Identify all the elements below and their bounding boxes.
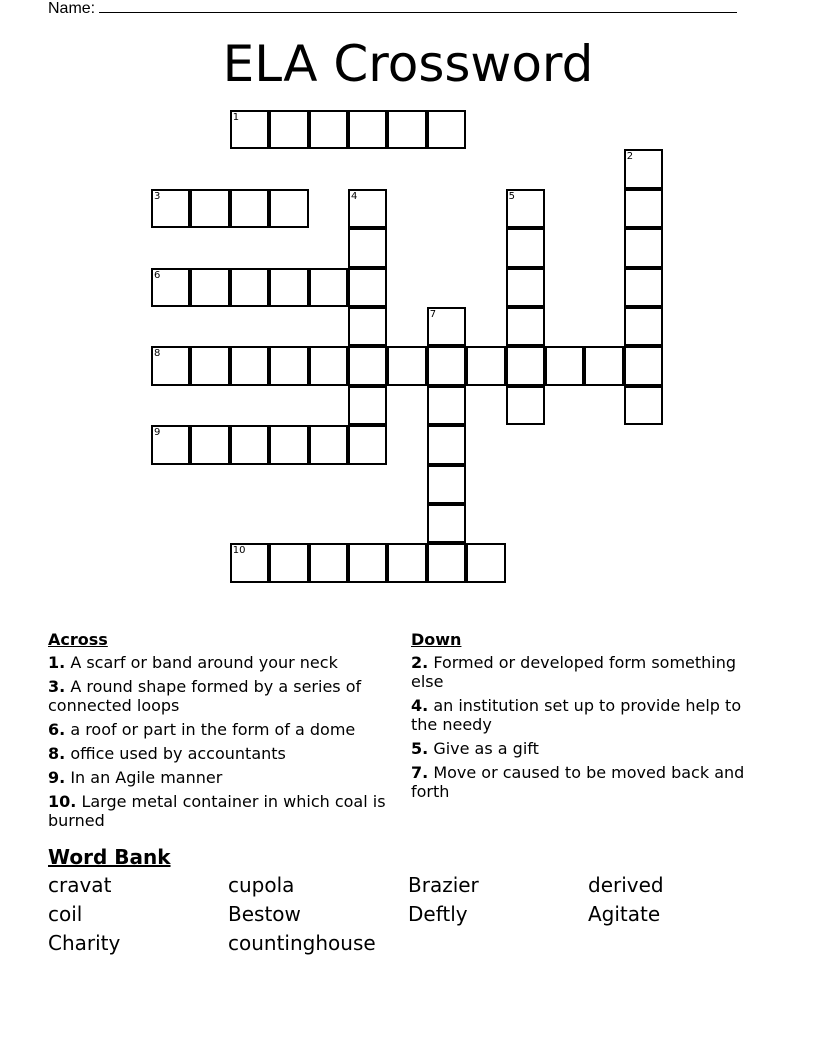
crossword-cell[interactable] (466, 346, 505, 385)
clue-number: 7 (429, 309, 437, 320)
crossword-cell[interactable] (506, 386, 545, 425)
crossword-cell[interactable] (269, 110, 308, 149)
crossword-cell[interactable] (506, 268, 545, 307)
crossword-cell[interactable] (190, 268, 229, 307)
crossword-cell[interactable] (151, 268, 190, 307)
word-bank-item: cupola (228, 873, 295, 897)
crossword-cell[interactable] (269, 425, 308, 464)
word-bank-item: Agitate (588, 902, 661, 926)
word-bank-heading: Word Bank (48, 845, 171, 869)
word-bank-item: coil (48, 902, 83, 926)
clue-number: 6 (154, 269, 161, 281)
crossword-cell[interactable] (348, 228, 387, 267)
crossword-cell[interactable] (387, 543, 426, 582)
down-clue: 5. Give as a gift (411, 739, 539, 758)
clue-number: 5 (508, 190, 515, 202)
crossword-cell[interactable] (348, 543, 387, 582)
crossword-cell[interactable] (309, 110, 348, 149)
across-clue: 10. Large metal container in which coal is burned (48, 792, 386, 830)
page-title: ELA Crossword (222, 35, 594, 93)
crossword-cell[interactable] (624, 149, 663, 188)
crossword-cell[interactable] (427, 346, 466, 385)
word-bank-item: cravat (48, 873, 112, 897)
crossword-cell[interactable] (348, 346, 387, 385)
crossword-cell[interactable] (348, 189, 387, 228)
crossword-cell[interactable] (230, 268, 269, 307)
crossword-cell[interactable] (348, 307, 387, 346)
across-heading: Across (48, 630, 108, 649)
word-bank-item: Brazier (408, 873, 479, 897)
crossword-cell[interactable] (151, 346, 190, 385)
crossword-cell[interactable] (427, 425, 466, 464)
crossword-cell[interactable] (309, 346, 348, 385)
crossword-cell[interactable] (427, 110, 466, 149)
clue-number: 2 (626, 151, 634, 163)
clue-number: 4 (351, 190, 358, 202)
crossword-cell[interactable] (269, 543, 308, 582)
crossword-cell[interactable] (624, 307, 663, 346)
crossword-cell[interactable] (309, 543, 348, 582)
crossword-cell[interactable] (427, 465, 466, 504)
crossword-cell[interactable] (427, 386, 466, 425)
across-clue: 8. office used by accountants (48, 744, 286, 763)
down-heading: Down (411, 630, 462, 649)
clue-number: 1 (232, 112, 240, 123)
crossword-cell[interactable] (151, 425, 190, 464)
across-clue: 6. a roof or part in the form of a dome (48, 720, 356, 739)
crossword-cell[interactable] (624, 228, 663, 267)
crossword-cell[interactable] (269, 346, 308, 385)
crossword-cell[interactable] (348, 268, 387, 307)
down-clue: 2. Formed or developed form something else (411, 653, 737, 691)
crossword-cell[interactable] (269, 189, 308, 228)
clue-number: 3 (154, 190, 161, 202)
crossword-cell[interactable] (230, 425, 269, 464)
crossword-cell[interactable] (387, 110, 426, 149)
across-clue: 9. In an Agile manner (48, 768, 223, 787)
crossword-cell[interactable] (624, 189, 663, 228)
crossword-cell[interactable] (348, 425, 387, 464)
crossword-cell[interactable] (545, 346, 584, 385)
crossword-cell[interactable] (309, 425, 348, 464)
crossword-cell[interactable] (506, 307, 545, 346)
across-clues (48, 630, 398, 835)
crossword-cell[interactable] (506, 189, 545, 228)
crossword-cell[interactable] (230, 110, 269, 149)
clue-number: 9 (154, 427, 161, 439)
crossword-cell[interactable] (230, 543, 269, 582)
crossword-cell[interactable] (506, 228, 545, 267)
crossword-cell[interactable] (624, 386, 663, 425)
word-bank (48, 874, 768, 955)
crossword-cell[interactable] (230, 189, 269, 228)
name-label: Name: (48, 0, 96, 17)
word-bank-item: derived (588, 873, 664, 897)
down-clue: 7. Move or caused to be moved back and forth (411, 763, 745, 801)
crossword-cell[interactable] (190, 425, 229, 464)
word-bank-item: Bestow (228, 902, 301, 926)
crossword-cell[interactable] (624, 268, 663, 307)
clue-number: 8 (154, 348, 161, 360)
word-bank-item: Deftly (408, 902, 468, 926)
crossword-cell[interactable] (584, 346, 623, 385)
word-bank-item: countinghouse (228, 931, 376, 955)
crossword-cell[interactable] (506, 346, 545, 385)
crossword-cell[interactable] (309, 268, 348, 307)
crossword-cell[interactable] (151, 189, 190, 228)
crossword-cell[interactable] (387, 346, 426, 385)
word-bank-item: Charity (48, 931, 121, 955)
crossword-cell[interactable] (624, 346, 663, 385)
crossword-cell[interactable] (348, 110, 387, 149)
crossword-cell[interactable] (427, 504, 466, 543)
crossword-cell[interactable] (269, 268, 308, 307)
down-clues (411, 630, 756, 806)
crossword-cell[interactable] (348, 386, 387, 425)
clue-number: 10 (232, 545, 246, 557)
crossword-cell[interactable] (190, 346, 229, 385)
across-clue: 1. A scarf or band around your neck (48, 653, 338, 672)
down-clue: 4. an institution set up to provide help to the needy (411, 696, 742, 734)
crossword-cell[interactable] (427, 307, 466, 346)
crossword-cell[interactable] (230, 346, 269, 385)
crossword-cell[interactable] (190, 189, 229, 228)
crossword-cell[interactable] (427, 543, 466, 582)
crossword-cell[interactable] (466, 543, 505, 582)
across-clue: 3. A round shape formed by a series of connected loops (48, 677, 362, 715)
